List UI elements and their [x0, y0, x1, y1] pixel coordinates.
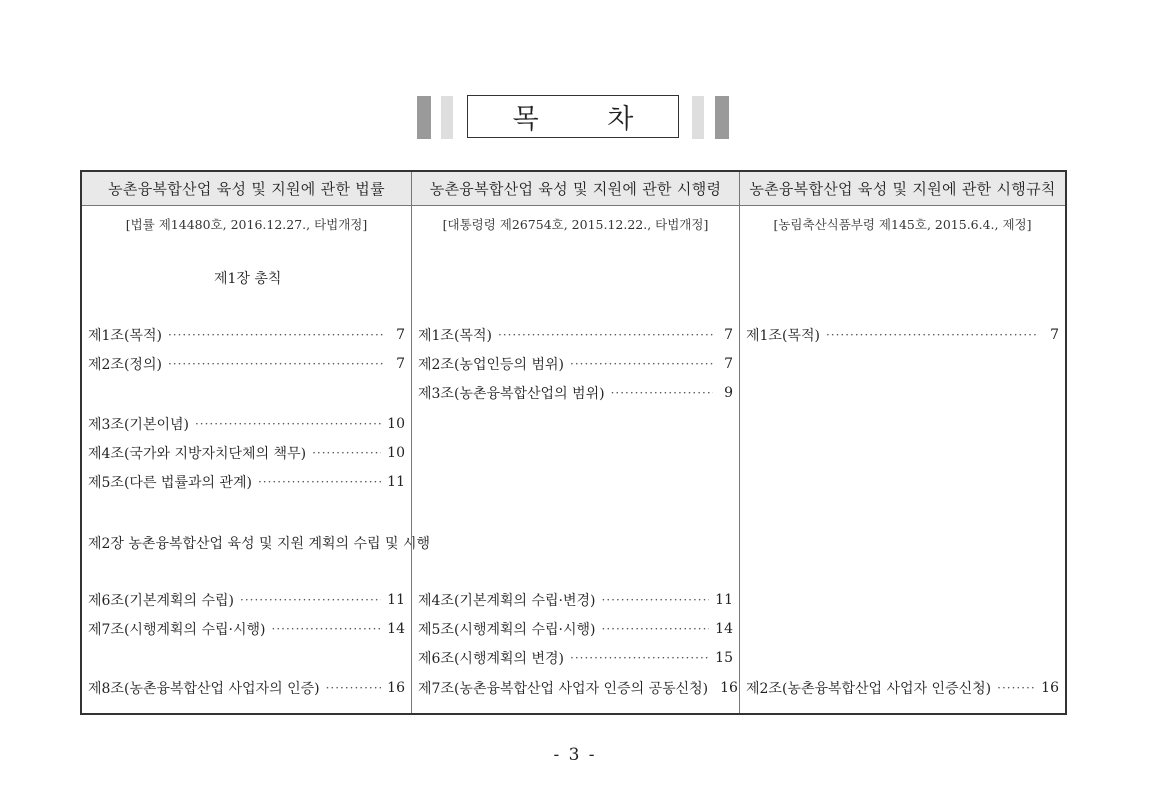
toc-column-decree	[411, 172, 739, 713]
toc-entry-label: 제2조(농업인등의 범위)	[418, 357, 564, 373]
toc-entry[interactable]	[746, 678, 1059, 698]
toc-entry-page: 10	[387, 445, 405, 461]
toc-entry[interactable]	[88, 443, 405, 463]
dot-leader	[997, 681, 1035, 695]
toc-entry-page: 7	[724, 327, 733, 343]
title-decoration-right-light	[692, 96, 704, 139]
dot-leader	[240, 593, 381, 607]
toc-entry-label: 제8조(농촌융복합산업 사업자의 인증)	[88, 681, 320, 697]
dot-leader	[498, 328, 713, 342]
dot-leader	[611, 386, 713, 400]
title-decoration-left-dark	[417, 96, 431, 139]
toc-entry-label: 제3조(기본이념)	[88, 417, 189, 433]
toc-entry[interactable]	[88, 354, 405, 374]
toc-entry[interactable]	[418, 325, 733, 345]
toc-entry-page: 9	[724, 385, 733, 401]
toc-entry-page: 11	[387, 592, 405, 608]
toc-title-banner	[0, 95, 1150, 141]
column-header-law: 농촌융복합산업 육성 및 지원에 관한 법률	[82, 172, 411, 206]
toc-entry[interactable]	[418, 648, 733, 668]
toc-entry-page: 16	[387, 680, 405, 696]
dot-leader	[326, 681, 382, 695]
dot-leader	[312, 446, 381, 460]
toc-entry-page: 14	[715, 621, 733, 637]
toc-column-rule	[739, 172, 1065, 713]
dot-leader	[272, 622, 382, 636]
toc-entry-label: 제4조(기본계획의 수립·변경)	[418, 593, 596, 609]
toc-entry-label: 제2조(정의)	[88, 357, 162, 373]
toc-entry-page: 7	[396, 327, 405, 343]
toc-entry[interactable]	[88, 619, 405, 639]
toc-entry-page: 11	[387, 474, 405, 490]
toc-entry[interactable]	[88, 325, 405, 345]
dot-leader	[826, 328, 1039, 342]
toc-entry-label: 제1조(목적)	[418, 328, 492, 344]
toc-entry-label: 제1조(목적)	[88, 328, 162, 344]
toc-entry-page: 11	[715, 592, 733, 608]
toc-entry-label: 제7조(농촌융복합산업 사업자 인증의 공동신청)	[418, 681, 709, 697]
toc-entry-page: 16	[720, 680, 738, 696]
dot-leader	[168, 357, 385, 371]
dot-leader	[602, 622, 710, 636]
toc-entry-label: 제4조(국가와 지방자치단체의 책무)	[88, 446, 307, 462]
column-subheader-rule: [농림축산식품부령 제145호, 2015.6.4., 제정]	[773, 217, 1032, 232]
toc-entry[interactable]	[418, 619, 733, 639]
page-number: - 3 -	[553, 745, 597, 765]
toc-entry-label: 제5조(시행계획의 수립·시행)	[418, 622, 596, 638]
toc-table	[80, 170, 1067, 715]
toc-entry-label: 제7조(시행계획의 수립·시행)	[88, 622, 266, 638]
toc-entry[interactable]	[88, 414, 405, 434]
toc-entry-page: 7	[396, 356, 405, 372]
dot-leader	[168, 328, 385, 342]
column-header-decree: 농촌융복합산업 육성 및 지원에 관한 시행령	[412, 172, 739, 206]
toc-entry[interactable]	[418, 590, 733, 610]
title-decoration-right-dark	[715, 96, 729, 139]
toc-entry-label: 제3조(농촌융복합산업의 범위)	[418, 386, 605, 402]
dot-leader	[195, 417, 381, 431]
dot-leader	[570, 651, 709, 665]
toc-entry-label: 제1조(목적)	[746, 328, 820, 344]
title-decoration-left-light	[441, 96, 453, 139]
toc-entry-page: 7	[1050, 327, 1059, 343]
dot-leader	[258, 475, 381, 489]
toc-entry-label: 제6조(시행계획의 변경)	[418, 651, 564, 667]
column-header-rule: 농촌융복합산업 육성 및 지원에 관한 시행규칙	[740, 172, 1065, 206]
dot-leader	[570, 357, 713, 371]
toc-entry[interactable]	[88, 472, 405, 492]
toc-entry-page: 7	[724, 356, 733, 372]
chapter-heading-2: 제2장 농촌융복합산업 육성 및 지원 계획의 수립 및 시행	[88, 536, 431, 552]
toc-entry-page: 15	[715, 650, 733, 666]
toc-title: 목 차	[467, 95, 679, 138]
chapter-heading-1: 제1장 총칙	[214, 271, 282, 287]
toc-entry[interactable]	[746, 325, 1059, 345]
toc-entry[interactable]	[418, 354, 733, 374]
toc-entry[interactable]	[88, 678, 405, 698]
toc-entry-label: 제5조(다른 법률과의 관계)	[88, 475, 252, 491]
dot-leader	[602, 593, 710, 607]
toc-entry-page: 14	[387, 621, 405, 637]
toc-column-law	[82, 172, 431, 713]
toc-entry-label: 제6조(기본계획의 수립)	[88, 593, 234, 609]
column-subheader-decree: [대통령령 제26754호, 2015.12.22., 타법개정]	[442, 217, 709, 232]
toc-entry[interactable]	[418, 383, 733, 403]
toc-entry-page: 10	[387, 416, 405, 432]
toc-entry[interactable]	[88, 590, 405, 610]
toc-entry-page: 16	[1041, 680, 1059, 696]
toc-entry-label: 제2조(농촌융복합산업 사업자 인증신청)	[746, 681, 992, 697]
column-subheader-law: [법률 제14480호, 2016.12.27., 타법개정]	[125, 217, 368, 232]
toc-entry[interactable]	[418, 678, 738, 698]
